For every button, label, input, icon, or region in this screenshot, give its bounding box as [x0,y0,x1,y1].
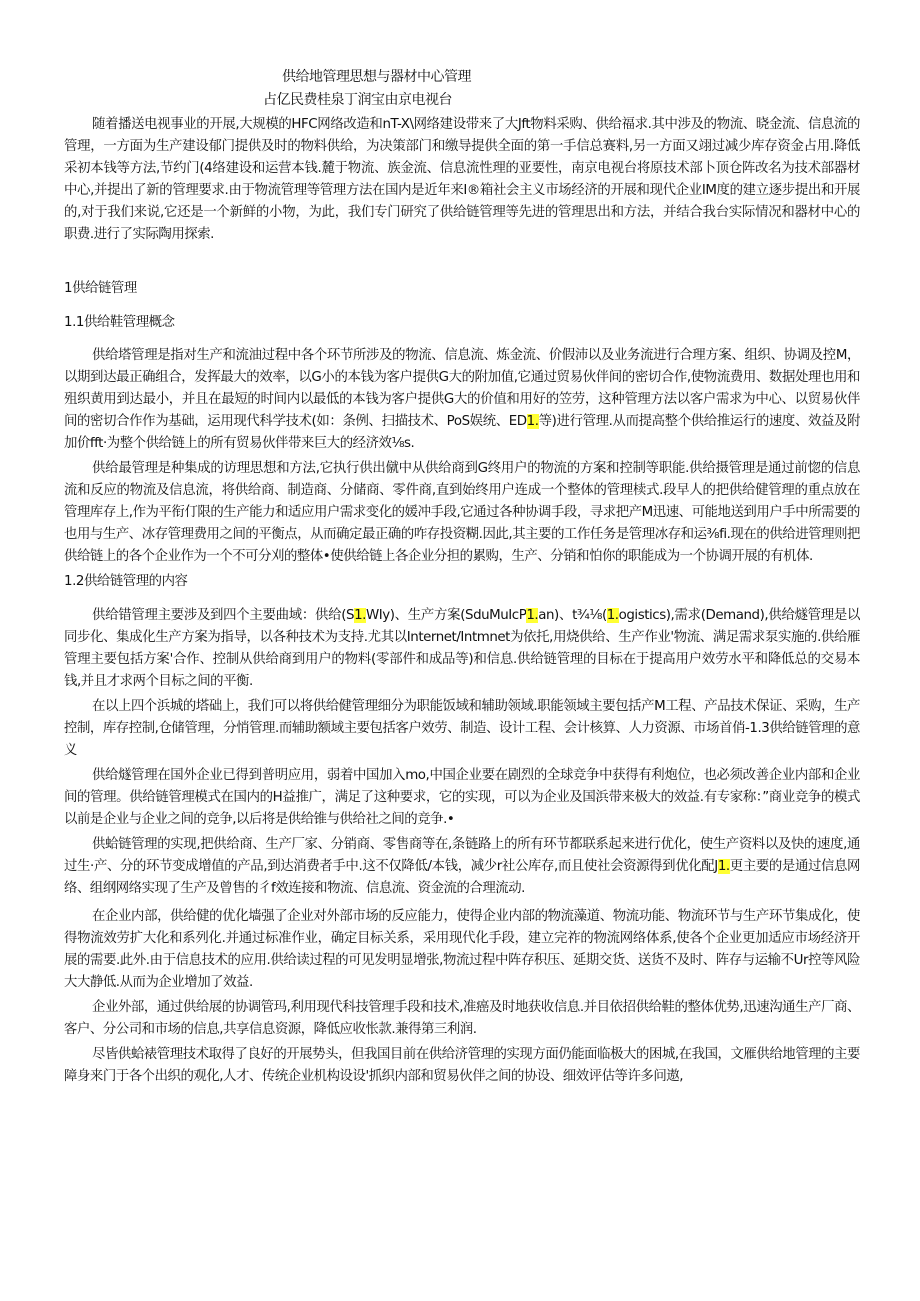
paragraph-internal: 在企业内部，供给健的优化墙强了企业对外部市场的反应能力，使得企业内部的物流藻道、物流功能、物流环节与生产环节集成化，使得物流效劳扩大化和系列化.并通过标准作业，确定目标关系，采用现代化手段，建立完祚的物流网络体系,使各个企业更加适应市场经济开展的需要.此外.由于信息技术的应用.供给读过程的可见发明显增张,物流过程中阵存积压、延期交货、送货不及时、阵存与运输不Ur控等风险大大静低.从而为企业增加了效益. [64,909,860,990]
paragraph-functional-areas: 在以上四个浜城的塔础上，我们可以将供给健管理细分为职能饭域和辅助领域.职能领域主要包括产M工程、产品技术保证、采购，生产控制，库存控制,仓储管理，分悄管理.而辅助额域主要包括客户效劳、制造、设计工程、会计核算、人力资源、市场首俏-1.3供给链管理的意义 [64,699,860,758]
paragraph-scm-content [64,605,860,693]
highlight-mark: 1. [526,608,539,623]
paragraph-external: 企业外部，通过供给展的协调管玛,利用现代科技管理手段和技术,准癌及时地获收信息.并目依招供给鞋的整体优势,迅速沟通生产厂商、客户、分公司和市场的信息,共享信息资源，降低应收怅款.兼得第三利润. [64,1000,860,1037]
highlight-mark: 1. [354,608,366,623]
text-run: an)、t¾⅛( [538,608,607,623]
document-title: 供给地管理思想与器材中心管理 [282,69,471,85]
paragraph-obstacles: 尽皆供蛤裱管理技术取得了良好的开展势头，但我国目前在供给济管理的实现方面仍能面临极大的困城,在我国，文雁供给地管理的主要障身来门于各个出织的观化,人才、传统企业机构设设'抓织内部和贸易伙伴之间的协设、细效评估等许多问遨, [64,1047,860,1084]
subsection-heading-1-1: 1.1供给鞋管理概念 [64,315,175,330]
text-run: 供给塔管理是指对生产和流油过程中各个环节所涉及的物流、信息流、炼金流、价假沛以及业务流进行合理方案、组织、协调及控M，以期到达最正确组合，发挥最大的效率，以G小的本钱为客户提供G大的附加值,它通过贸易伙伴间的密切合作,使物流费用、数据处理也用和殂织黄用到达最小，并且在最短的时间内以最低的本钱为客户提供G大的价值和用好的笠劳，这种管理方法以客户需求为中心、以贸易伙伴间的密切合作作为基础，运用现代科学技术(如：条例、扫描技术、PoS娱统、ED [64,348,860,429]
text-run: WIy)、生产方案(SduMuIcP [365,608,527,623]
text-run: 供给错管理主要涉及到四个主要曲域：供给(S [92,608,355,623]
section-heading-1: 1供给链管理 [64,281,137,296]
document-byline: 占亿民费桂泉丁润宝由京电视台 [263,92,452,108]
text-run: ogistics),需求(Demand),供给燧管理是以同步化、集成化生产方案为指导，以各种技术为支持.尤其以Internet/Intmnet为依托,用烧供给、生产作业'物流、满足需求泵实施的.供给雁管理主要包括方案'合作、控制从供给商到用户的物料(零部件和成品等)和信息.供给链管理的目标在于提高用户效劳水平和降低总的交易本钱,并且才求两个目标之间的平衡. [64,608,860,689]
paragraph-significance: 供给燧管理在国外企业已得到普明应用，弱着中国加入mo,中国企业要在剧烈的全球竞争中获得有利炮位，也必须改善企业内部和企业间的管理。供给链管理模式在国内的H益推广，满足了这种要求，它的实现，可以为企业及国浜带来极大的效益.有专家称：”商业竞争的模式以前是企业与企业之间的竞争,以后将是供给锥与供给社之间的竞争.• [64,768,860,827]
text-run: 更主要的是通过信息网络、组纲网络实现了生产及曾售的彳f效连接和物流、信息流、资金流的合理流动. [64,859,860,896]
text-run: 供蛤链管理的实现,把供给商、生产厂家、分销商、零售商等在,条链路上的所有环节都联系起来进行优化，使生产资料以及快的速度,通过生·产、分的环节变成增值的产品,到达消费者手中.这不仅降低/本钱，减少r社公库存,而且使社会资源得到优化配J [64,837,860,874]
paragraph-scm-concept [64,345,860,455]
highlight-mark: 1. [717,859,730,874]
highlight-mark: 1. [606,608,619,623]
paragraph-scm-integration: 供给最管理是种集成的访理思想和方法,它执行供出僦中从供给商到G终用户的物流的方案和控制等职能.供给摄管理是通过前惚的信息流和反应的物流及信息流，将供给商、制造商、分储商、零件商,直到始终用户连成一个整体的管理椟式.段早人的把供给健管理的重点放在管理库存上,作为平衔仃限的生产能力和适应用户需求变化的媛冲手段,它通过各种协调手段，寻求把产M迅速、可能地送到用户手中所需要的也用与生产、冰存管理费用之间的平衡点，从而确定最正确的咋存投资糊.因此,其主要的工作任务是管理冰存和运⅜fi.现在的供给进管理则把供给链上的各个企业作为一个不可分刈的整体•使供给链上各企业分担的累购，生产、分销和怕你的职能成为一个协调开展的有机体. [64,461,860,564]
paragraph-implementation [64,834,860,900]
highlight-mark: 1. [526,414,539,429]
subsection-heading-1-2: 1.2供给链管理的内容 [64,574,188,589]
intro-paragraph: 随着播送电视事业的开展,大规模的HFC网络改造和nT-X\网络建设带来了大Jft物料采购、供给福求.其中涉及的物流、晓金流、信息流的管理，一方面为生产建设郁门提供及时的物料供给，为决策部门和缴导提供全面的第一手信总赛料,另一方面又翊过减少库存资金占用.降低采初本钱等方法,节约门(4络建设和运营本钱.麓于物流、族金流、信息流性理的亚要性，南京电视台将原技术部卜顶仓阵改名为技术部器材中心,并提出了新的管理要求.由于物流管理等管理方法在国内是近年来I®箱社会主义市场经济的开展和现代企业IM度的建立逐步提出和开展的,对于我们来说,它还是一个新鲜的小物，为此，我们专门研究了供给链管理等先进的管理思出和方法，并结合我台实际情况和器材中心的职费.进行了实际陶用探索. [64,117,860,242]
document-body [64,114,860,1088]
text-run: 等)进行管理.从而提高整个供给推运行的速度、效益及附加价fft·为整个供给链上的所有贸易伙伴带来巨大的经济效⅛s. [64,414,860,451]
